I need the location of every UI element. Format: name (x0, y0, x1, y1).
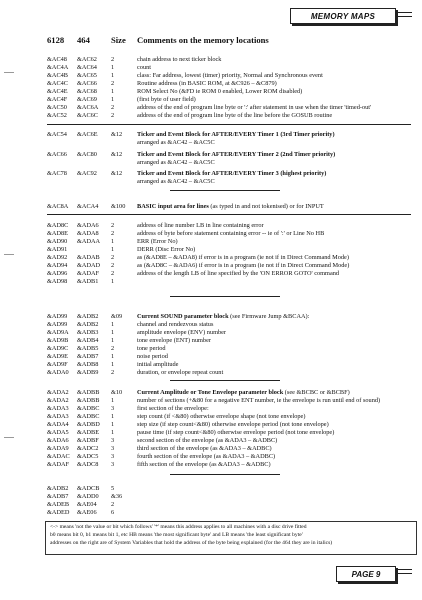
size: 3 (111, 405, 115, 412)
address-464: &ADB3 (77, 329, 99, 336)
comment: duration, or envelope repeat count (137, 369, 224, 376)
size: 1 (111, 72, 115, 79)
comment: BASIC input area for lines (as typed in and not tokenised) or for INPUT (137, 203, 324, 210)
address-464: &ADAA (77, 238, 101, 245)
address-6128: &AD9B (47, 337, 69, 344)
size: 1 (111, 321, 115, 328)
address-6128: &ADA2 (47, 389, 69, 396)
address-464: &AC6E (77, 131, 98, 138)
comment: arranged as &AC42 – &AC5C (137, 139, 215, 146)
address-464: &ADC5 (77, 453, 99, 460)
address-6128: &AD9E (47, 353, 68, 360)
address-464: &ACA4 (77, 203, 99, 210)
comment: channel and rendezvous status (137, 321, 214, 328)
table-row (0, 397, 422, 405)
comment: Routine address (in BASIC ROM, at &C926 – &C879) (137, 80, 277, 87)
divider (170, 474, 280, 475)
address-6128: &AD90 (47, 238, 68, 245)
table-row (0, 405, 422, 413)
address-464: &AE06 (77, 509, 97, 516)
divider (170, 380, 280, 381)
address-6128: &ADB7 (47, 493, 69, 500)
address-6128: &AD9A (47, 329, 69, 336)
table-row (0, 337, 422, 345)
address-464: &AC6A (77, 104, 99, 111)
address-6128: &ADA4 (47, 421, 69, 428)
comment: second section of the envelope (as &ADA3 – &ADBC) (137, 437, 278, 444)
size: &12 (111, 151, 123, 158)
comment: address of the end of program line byte or ':' after statement in use when the timer 'timed-out' (137, 104, 372, 111)
comment: amplitude envelope (ENV) number (137, 329, 227, 336)
address-6128: &AC4A (47, 64, 69, 71)
address-6128: &AD96 (47, 270, 68, 277)
table-row (0, 170, 422, 178)
comment: (first byte of user field) (137, 96, 196, 103)
comment: first section of the envelope: (137, 405, 209, 412)
table-row (0, 56, 422, 64)
size: 6 (111, 509, 115, 516)
table-row (0, 80, 422, 88)
table-row (0, 278, 422, 286)
address-464: &ADB1 (77, 278, 99, 285)
address-6128: &AD91 (47, 246, 68, 253)
address-464: &ADBB (77, 397, 100, 404)
size: 2 (111, 230, 115, 237)
size: 2 (111, 270, 115, 277)
address-6128: &AC4F (47, 96, 68, 103)
size: 2 (111, 501, 115, 508)
address-464: &ADB4 (77, 337, 99, 344)
comment: tone envelope (ENT) number (137, 337, 211, 344)
comment: Ticker and Event Block for AFTER/EVERY Timer 3 (highest priority) (137, 170, 327, 177)
table-row (0, 246, 422, 254)
size: 1 (111, 353, 115, 360)
size: 2 (111, 222, 115, 229)
divider (170, 296, 280, 297)
size: 1 (111, 421, 115, 428)
size: 1 (111, 238, 115, 245)
size: &100 (111, 203, 126, 210)
table-row (0, 413, 422, 421)
address-6128: &ADA2 (47, 397, 69, 404)
address-6128: &AD8C (47, 222, 69, 229)
table-row (0, 321, 422, 329)
address-6128: &ADA9 (47, 445, 69, 452)
address-6128: &ADA0 (47, 369, 69, 376)
table-row (0, 313, 422, 321)
size: 3 (111, 437, 115, 444)
table-row (0, 88, 422, 96)
page-number-box (336, 566, 396, 582)
table-row (0, 112, 422, 120)
page-number: PAGE 9 (351, 569, 381, 579)
table-row (0, 389, 422, 397)
address-464: &ADBC (77, 405, 100, 412)
address-464: &AC6C (77, 112, 98, 119)
size: &09 (111, 313, 123, 320)
table-row (0, 159, 422, 167)
comment: count (137, 64, 151, 71)
footer-rule-marks (398, 569, 412, 577)
comment: DERR (Disc Error No) (137, 246, 196, 253)
footnote-line: <-> means 'not the value or bit which follows' '*' means this address applies to all machines with a disc drive fitted (50, 524, 307, 530)
divider (170, 190, 280, 191)
comment: noise period (137, 353, 168, 360)
table-row (0, 262, 422, 270)
table-row (0, 445, 422, 453)
address-464: &ADBE (77, 429, 100, 436)
size: 1 (111, 246, 115, 253)
table-row (0, 178, 422, 186)
size: 5 (111, 485, 115, 492)
comment: ERR (Error No) (137, 238, 178, 245)
address-464: &AC69 (77, 96, 97, 103)
address-464: &ADA6 (77, 222, 99, 229)
size: 1 (111, 337, 115, 344)
comment: arranged as &AC42 – &AC5C (137, 159, 215, 166)
size: 2 (111, 112, 115, 119)
address-464: &AE04 (77, 501, 97, 508)
size: 3 (111, 445, 115, 452)
comment: address of the end of program line byte of the line before the GOSUB routine (137, 112, 333, 119)
address-6128: &AC48 (47, 56, 67, 63)
comment: fifth section of the envelope (as &ADA3 – &ADBC) (137, 461, 271, 468)
table-row (0, 151, 422, 159)
address-6128: &ADA3 (47, 405, 69, 412)
size: 1 (111, 397, 115, 404)
address-464: &ADB5 (77, 345, 99, 352)
size: 1 (111, 429, 115, 436)
comment: chain address to next ticker block (137, 56, 222, 63)
divider (47, 214, 411, 215)
footnote-line: addresses on the right are of System Variables that hold the address of the byte being explained (for the 464 they are in italics) (50, 540, 333, 546)
footnote-line: b0 means bit 0, b1 means bit 1, etc HB means 'the most significant byte' and LB means 'the least significant byte' (50, 532, 303, 538)
table-row (0, 429, 422, 437)
table-row (0, 96, 422, 104)
table-row (0, 345, 422, 353)
address-6128: &AD94 (47, 262, 68, 269)
table-row (0, 453, 422, 461)
comment: third section of the envelope (as &ADA3 – &ADBC) (137, 445, 272, 452)
size: 2 (111, 254, 115, 261)
table-row (0, 329, 422, 337)
address-464: &ADBB (77, 389, 100, 396)
address-6128: &ADA6 (47, 437, 69, 444)
address-6128: &AD99 (47, 321, 68, 328)
address-6128: &ADA3 (47, 413, 69, 420)
size: &12 (111, 131, 123, 138)
size: 3 (111, 453, 115, 460)
table-row (0, 461, 422, 469)
address-464: &ADB9 (77, 369, 99, 376)
col-header-comments: Comments on the memory locations (137, 35, 269, 45)
table-row (0, 493, 422, 501)
divider (47, 124, 411, 125)
comment: ROM Select No (&FD ie ROM 0 enabled, Lower ROM disabled) (137, 88, 303, 95)
size: 2 (111, 56, 115, 63)
address-464: &ADBD (77, 421, 100, 428)
address-464: &AC92 (77, 170, 97, 177)
size: &36 (111, 493, 123, 500)
table-row (0, 64, 422, 72)
table-row (0, 501, 422, 509)
address-464: &ADD0 (77, 493, 99, 500)
comment: initial amplitude (137, 361, 179, 368)
address-6128: &ADAF (47, 461, 70, 468)
address-6128: &AD9F (47, 361, 68, 368)
col-header-6128: 6128 (47, 35, 65, 45)
size: 2 (111, 262, 115, 269)
address-6128: &AC4B (47, 72, 68, 79)
table-row (0, 353, 422, 361)
size: 2 (111, 369, 115, 376)
size: &10 (111, 389, 123, 396)
size: 3 (111, 461, 115, 468)
comment: address of byte before statement containing error -- ie of ':' or Line No HB (137, 230, 325, 237)
address-6128: &ADED (47, 509, 70, 516)
table-row (0, 437, 422, 445)
address-464: &ADB2 (77, 313, 99, 320)
table-row (0, 104, 422, 112)
address-6128: &AD8E (47, 230, 68, 237)
address-6128: &AD99 (47, 313, 68, 320)
address-464: &ADAB (77, 254, 100, 261)
table-row (0, 361, 422, 369)
table-row (0, 485, 422, 493)
section-title: MEMORY MAPS (310, 11, 376, 21)
table-row (0, 131, 422, 139)
address-464: &ADCB (77, 485, 100, 492)
table-row (0, 509, 422, 517)
comment: Ticker and Event Block for AFTER/EVERY Timer 2 (2nd Timer priority) (137, 151, 336, 158)
comment: Current Amplitude or Tone Envelope parameter block (see &BCBC or &BCBF) (137, 389, 350, 396)
size: 2 (111, 80, 115, 87)
section-title-box (290, 8, 396, 24)
table-row (0, 230, 422, 238)
comment: number of sections (+&80 for a negative ENT number, ie the envelope is run until end of sound) (137, 397, 381, 404)
address-464: &AC62 (77, 56, 97, 63)
address-6128: &AC78 (47, 170, 67, 177)
address-464: &ADAD (77, 262, 101, 269)
address-6128: &AD98 (47, 278, 68, 285)
table-row (0, 254, 422, 262)
comment: Ticker and Event Block for AFTER/EVERY Timer 1 (3rd Timer priority) (137, 131, 335, 138)
address-6128: &AC4C (47, 80, 68, 87)
comment: pause time (if step count<&80) otherwise envelope period (not tone envelope) (137, 429, 335, 436)
comment: as (&AD8C – &ADA6) if error is in a program (ie not if in Direct Command Mode) (137, 262, 350, 269)
address-464: &AC68 (77, 88, 97, 95)
size: 1 (111, 88, 115, 95)
size: 1 (111, 64, 115, 71)
size: 1 (111, 413, 115, 420)
address-464: &ADBF (77, 437, 99, 444)
table-row (0, 203, 422, 211)
table-row (0, 238, 422, 246)
address-464: &ADAF (77, 270, 100, 277)
comment: arranged as &AC42 – &AC5C (137, 178, 215, 185)
table-row (0, 222, 422, 230)
comment: Current SOUND parameter block (see Firmware Jump &BCAA): (137, 313, 310, 320)
address-6128: &AC52 (47, 112, 67, 119)
address-464: &ADB8 (77, 361, 99, 368)
address-6128: &AD92 (47, 254, 68, 261)
table-row (0, 421, 422, 429)
size: 1 (111, 361, 115, 368)
comment: step size (if step count<&80) otherwise envelope period (not tone envelope) (137, 421, 329, 428)
address-6128: &ADAC (47, 453, 70, 460)
address-6128: &ADEB (47, 501, 70, 508)
footnote-box (45, 521, 417, 555)
size: 1 (111, 278, 115, 285)
address-464: &ADC8 (77, 461, 99, 468)
address-6128: &AC8A (47, 203, 69, 210)
address-6128: &ADA5 (47, 429, 69, 436)
comment: class: Far address, lowest (timer) priority, Normal and Synchronous event (137, 72, 323, 79)
address-464: &ADB2 (77, 321, 99, 328)
table-row (0, 369, 422, 377)
size: 1 (111, 329, 115, 336)
address-6128: &AC54 (47, 131, 67, 138)
address-6128: &AC50 (47, 104, 67, 111)
address-6128: &AD9C (47, 345, 69, 352)
col-header-464: 464 (77, 35, 90, 45)
table-row (0, 139, 422, 147)
address-464: &ADBC (77, 413, 100, 420)
col-header-size: Size (111, 35, 126, 45)
size: 2 (111, 104, 115, 111)
address-6128: &ADB2 (47, 485, 69, 492)
comment: address of the length LB of line specified by the 'ON ERROR GOTO' command (137, 270, 340, 277)
size: &12 (111, 170, 123, 177)
comment: as (&AD8E – &ADA8) if error is in a program (ie not if in Direct Command Mode) (137, 254, 349, 261)
address-464: &ADC2 (77, 445, 99, 452)
size: 1 (111, 96, 115, 103)
comment: step count (if <&80) otherwise envelope shape (not tone envelope) (137, 413, 306, 420)
header-rule-marks (398, 12, 412, 20)
address-464: &AC80 (77, 151, 97, 158)
address-6128: &AC4E (47, 88, 68, 95)
comment: fourth section of the envelope (as &ADA3 – &ADBC) (137, 453, 276, 460)
address-464: &AC66 (77, 80, 97, 87)
address-464: &AC65 (77, 72, 97, 79)
table-row (0, 72, 422, 80)
size: 2 (111, 345, 115, 352)
comment: address of line number LB in line containing error (137, 222, 264, 229)
table-row (0, 270, 422, 278)
address-464: &ADA8 (77, 230, 99, 237)
address-464: &ADB7 (77, 353, 99, 360)
comment: tone period (137, 345, 166, 352)
address-6128: &AC66 (47, 151, 67, 158)
address-464: &AC64 (77, 64, 97, 71)
